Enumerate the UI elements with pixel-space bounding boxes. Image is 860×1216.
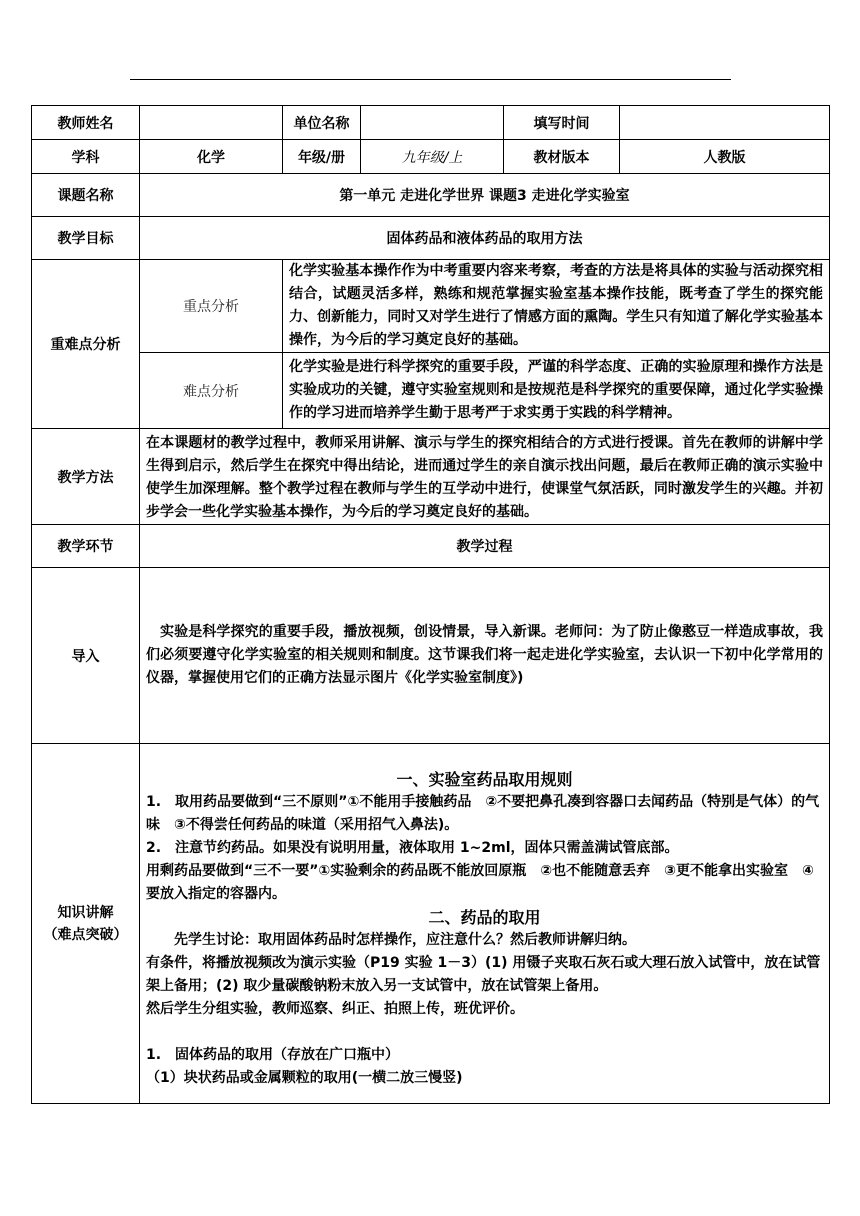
fill-time-value[interactable] [620, 106, 830, 140]
goal-value: 固体药品和液体药品的取用方法 [140, 217, 830, 260]
heading-usage: 二、药品的取用 [428, 908, 541, 927]
focus-text: 化学实验基本操作作为中考重要内容来考察，考查的方法是将具体的实验与活动探究相结合，试题灵活多样，熟练和规范掌握实验室基本操作技能，既考查了学生的探究能力、创新能力，同时又对学生进行了情感方面的熏陶。学生只有知道了解化学实验基本操作，为今后的学习奠定良好的基础。 [283, 260, 830, 353]
subject-label: 学科 [32, 140, 140, 174]
intro-text: 实验是科学探究的重要手段，播放视频，创设情景，导入新课。老师问：为了防止像憨豆一样造成事故，我们必须要遵守化学实验室的相关规则和制度。这节课我们将一起走进化学实验室，去认识一下初中化学常用的仪器，掌握使用它们的正确方法显示图片《化学实验室制度》) [140, 568, 830, 744]
grade-value: 九年级/上 [361, 140, 504, 174]
solid-subtitle: （1）块状药品或金属颗粒的取用(一横二放三慢竖) [146, 1070, 463, 1086]
spacer [146, 1021, 823, 1044]
knowledge-label-line2: （难点突破） [43, 926, 128, 943]
row-knowledge [32, 744, 830, 1104]
demo-text: 有条件，将播放视频改为演示实验（P19 实验 1－3）(1) 用镊子夹取石灰石或大理石放入试管中，放在试管架上备用；(2) 取少量碳酸钠粉末放入另一支试管中，放在试管架上备用。 [146, 955, 821, 994]
solid-title: 1. 固体药品的取用（存放在广口瓶中） [146, 1047, 400, 1063]
section-value: 教学过程 [140, 525, 830, 568]
difficulty-text: 化学实验是进行科学探究的重要手段，严谨的科学态度、正确的实验原理和操作方法是实验成功的关键，遵守实验室规则和是按规范是科学探究的重要保障，通过化学实验操作的学习进而培养学生勤于思考严于求实勇于实践的科学精神。 [283, 353, 830, 429]
edition-value: 人教版 [620, 140, 830, 174]
unit-value[interactable] [361, 106, 504, 140]
row-subject [32, 140, 830, 174]
difficulty-label: 难点分析 [140, 353, 283, 429]
group-text: 然后学生分组实验，教师巡察、纠正、拍照上传，班优评价。 [146, 1001, 524, 1017]
topic-value: 第一单元 走进化学世界 课题3 走进化学实验室 [140, 174, 830, 217]
rule-1: 1. 取用药品要做到“三不原则”①不能用手接触药品 ②不要把鼻孔凑到容器口去闻药品（特别是气体）的气味 ③不得尝任何药品的味道（采用招气入鼻法)。 [146, 794, 820, 833]
row-focus [32, 260, 830, 353]
top-rule [130, 79, 731, 80]
key-points-label: 重难点分析 [32, 260, 140, 429]
topic-label: 课题名称 [32, 174, 140, 217]
fill-time-label: 填写时间 [504, 106, 620, 140]
teacher-name-value[interactable] [140, 106, 283, 140]
teacher-name-label: 教师姓名 [32, 106, 140, 140]
knowledge-content [140, 744, 830, 1104]
row-topic [32, 174, 830, 217]
edition-label: 教材版本 [504, 140, 620, 174]
focus-label: 重点分析 [140, 260, 283, 353]
subject-value: 化学 [140, 140, 283, 174]
heading-rules: 一、实验室药品取用规则 [396, 770, 573, 789]
goal-label: 教学目标 [32, 217, 140, 260]
section-label: 教学环节 [32, 525, 140, 568]
row-difficulty [32, 353, 830, 429]
row-intro [32, 568, 830, 744]
row-method [32, 429, 830, 525]
grade-label: 年级/册 [283, 140, 361, 174]
rule-2: 2. 注意节约药品。如果没有说明用量，液体取用 1~2ml，固体只需盖满试管底部。 [146, 840, 679, 856]
row-goal [32, 217, 830, 260]
row-teacher [32, 106, 830, 140]
discussion-text: 先学生讨论：取用固体药品时怎样操作，应注意什么？然后教师讲解归纳。 [174, 932, 636, 948]
row-section-header [32, 525, 830, 568]
intro-label: 导入 [32, 568, 140, 744]
method-label: 教学方法 [32, 429, 140, 525]
lesson-plan-table [31, 105, 830, 1104]
rule-3: 用剩药品要做到“三不一要”①实验剩余的药品既不能放回原瓶 ②也不能随意丢弃 ③更不能拿出实验室 ④要放入指定的容器内。 [146, 863, 814, 902]
knowledge-label [32, 744, 140, 1104]
unit-label: 单位名称 [283, 106, 361, 140]
knowledge-label-line1: 知识讲解 [57, 904, 114, 921]
method-text: 在本课题材的教学过程中，教师采用讲解、演示与学生的探究相结合的方式进行授课。首先在教师的讲解中学生得到启示，然后学生在探究中得出结论，进而通过学生的亲自演示找出问题，最后在教师正确的演示实验中使学生加深理解。整个教学过程在教师与学生的互学动中进行，使课堂气氛活跃，同时激发学生的兴趣。并初步学会一些化学实验基本操作，为今后的学习奠定良好的基础。 [140, 429, 830, 525]
